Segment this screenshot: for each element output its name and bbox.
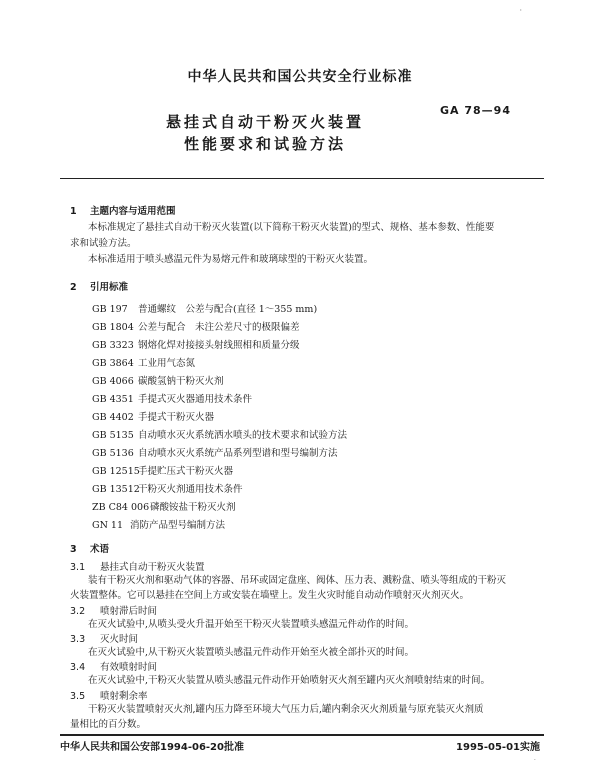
page-mark: · [533, 756, 536, 764]
term-title: 灭火时间 [100, 634, 139, 645]
reference-item [92, 517, 225, 531]
term-number: 3.2 [70, 606, 86, 617]
section-title: 主题内容与适用范围 [90, 206, 176, 217]
section-number: 1 [70, 206, 77, 217]
paragraph-continued: 求和试验方法。 [70, 238, 137, 249]
reference-item [92, 391, 252, 405]
reference-title: 消防产品型号编制方法 [130, 520, 226, 531]
reference-item [92, 481, 243, 495]
document-title-line2: 性能要求和试验方法 [183, 135, 346, 153]
reference-code: GB 5135 [92, 430, 134, 441]
reference-title: 手提式灭火器通用技术条件 [138, 394, 253, 405]
term-title: 悬挂式自动干粉灭火装置 [100, 562, 205, 573]
section-title: 引用标准 [90, 282, 129, 293]
term-definition-continued: 量相比的百分数。 [70, 719, 147, 730]
reference-item [92, 499, 236, 513]
reference-item [92, 301, 317, 315]
reference-title: 普通螺纹 公差与配合(直径 1～355 mm) [138, 304, 318, 315]
footer-rule [60, 734, 544, 736]
paragraph: 本标准规定了悬挂式自动干粉灭火装置(以下简称干粉灭火装置)的型式、规格、基本参数、性能要 [88, 222, 495, 233]
reference-code: GB 4402 [92, 412, 134, 423]
term-number: 3.4 [70, 662, 86, 673]
term-3-5 [70, 688, 148, 702]
term-definition: 在灭火试验中,从干粉灭火装置喷头感温元件动作开始至火被全部扑灭的时间。 [88, 647, 415, 658]
reference-code: GB 12515 [92, 466, 140, 477]
reference-title: 自动喷水灭火系统洒水喷头的技术要求和试验方法 [138, 430, 348, 441]
term-3-3 [70, 631, 138, 645]
term-definition: 干粉灭火装置喷射灭火剂,罐内压力降至环境大气压力后,罐内剩余灭火剂质量与原充装灭火剂质 [88, 704, 484, 715]
reference-item [92, 373, 224, 387]
reference-title: 干粉灭火剂通用技术条件 [138, 484, 243, 495]
reference-code: GB 13512 [92, 484, 140, 495]
section-title: 术语 [90, 544, 110, 555]
header-rule [60, 178, 544, 179]
reference-code: ZB C84 006 [92, 502, 150, 513]
reference-code: GB 5136 [92, 448, 134, 459]
term-definition: 在灭火试验中,干粉灭火装置从喷头感温元件动作开始喷射灭火剂至罐内灭火剂喷射结束的时间。 [88, 675, 491, 686]
reference-item [92, 445, 338, 459]
reference-title: 手提式干粉灭火器 [138, 412, 215, 423]
issuing-organization: 中华人民共和国公共安全行业标准 [187, 69, 413, 85]
reference-title: 自动喷水灭火系统产品系列型谱和型号编制方法 [138, 448, 338, 459]
term-3-2 [70, 603, 157, 617]
section-number: 3 [70, 544, 77, 555]
document-title-line1: 悬挂式自动干粉灭火装置 [165, 113, 364, 131]
approval-note: 中华人民共和国公安部1994-06-20批准 [60, 742, 244, 753]
reference-code: GB 4066 [92, 376, 134, 387]
paragraph: 本标准适用于喷头感温元件为易熔元件和玻璃球型的干粉灭火装置。 [88, 254, 374, 265]
reference-item [92, 337, 300, 351]
reference-title: 磷酸铵盐干粉灭火剂 [150, 502, 236, 513]
term-definition: 装有干粉灭火剂和驱动气体的容器、吊环或固定盘座、阀体、压力表、溅粉盘、喷头等组成的干粉灭 [88, 575, 507, 586]
effective-date: 1995-05-01实施 [456, 742, 540, 753]
reference-item [92, 463, 233, 477]
term-number: 3.3 [70, 634, 86, 645]
section-2-heading [70, 279, 128, 293]
reference-item [92, 409, 214, 423]
reference-code: GB 1804 [92, 322, 134, 333]
reference-title: 碳酸氢钠干粉灭火剂 [138, 376, 224, 387]
reference-code: GN 11 [92, 520, 124, 531]
term-definition-continued: 火装置整体。它可以悬挂在空间上方或安装在墙壁上。发生火灾时能自动动作喷射灭火剂灭火。 [70, 590, 470, 601]
term-3-1 [70, 559, 205, 573]
reference-code: GB 3323 [92, 340, 134, 351]
section-1-heading [70, 203, 176, 217]
term-number: 3.5 [70, 691, 86, 702]
term-title: 喷射剩余率 [100, 691, 148, 702]
standard-number: GA 78—94 [440, 104, 511, 117]
term-3-4 [70, 659, 157, 673]
term-number: 3.1 [70, 562, 86, 573]
corner-mark: · [519, 6, 522, 15]
reference-item [92, 319, 300, 333]
reference-title: 工业用气态氮 [138, 358, 196, 369]
reference-code: GB 197 [92, 304, 128, 315]
reference-code: GB 3864 [92, 358, 134, 369]
term-title: 有效喷射时间 [100, 662, 158, 673]
reference-code: GB 4351 [92, 394, 134, 405]
reference-title: 钢熔化焊对接接头射线照相和质量分级 [138, 340, 300, 351]
term-definition: 在灭火试验中,从喷头受火升温开始至干粉灭火装置喷头感温元件动作的时间。 [88, 619, 415, 630]
section-3-heading [70, 541, 109, 555]
reference-title: 公差与配合 未注公差尺寸的极限偏差 [138, 322, 300, 333]
reference-item [92, 427, 347, 441]
reference-item [92, 355, 195, 369]
term-title: 喷射滞后时间 [100, 606, 158, 617]
reference-title: 手提贮压式干粉灭火器 [138, 466, 234, 477]
section-number: 2 [70, 282, 77, 293]
